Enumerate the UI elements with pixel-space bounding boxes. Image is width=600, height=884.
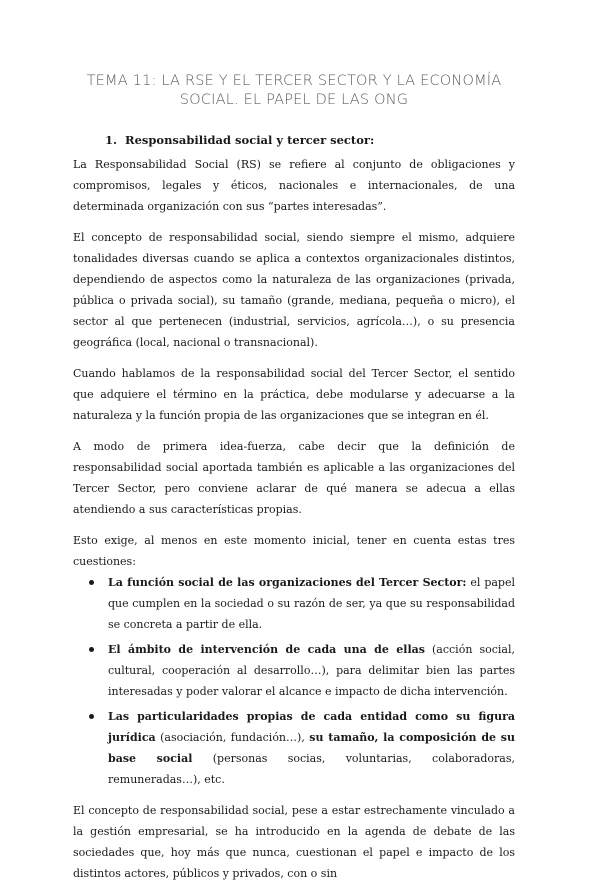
bullet-dot-icon	[89, 580, 94, 585]
paragraph-3: Cuando hablamos de la responsabilidad social del Tercer Sector, el sentido que adquiere el término en la práctica, debe modularse y adecuarse a la naturaleza y la función propia de las organizaciones que se integran en él.	[73, 367, 515, 422]
bullet-item	[73, 639, 515, 702]
bullet-dot-icon	[89, 714, 94, 719]
title-line-2: SOCIAL. EL PAPEL DE LAS ONG	[179, 92, 409, 108]
section-heading	[73, 132, 515, 148]
bullet-text: (asociación, fundación…),	[155, 731, 310, 744]
section-heading-text: Responsabilidad social y tercer sector:	[125, 133, 375, 147]
bullet-text: el papel que cumplen en la sociedad o su razón de ser, ya que su responsabilidad se concreta a partir de ella.	[108, 576, 515, 631]
bullet-bold-text: La función social de las organizaciones del Tercer Sector:	[108, 576, 467, 589]
bullet-bold-text: Las particularidades propias de cada entidad como su figura jurídica	[108, 710, 515, 744]
paragraph-4: A modo de primera idea-fuerza, cabe decir que la definición de responsabilidad social aportada también es aplicable a las organizaciones del Tercer Sector, pero conviene aclarar de qué manera se adecua a ellas atendiendo a sus características propias.	[73, 440, 515, 516]
bullet-text-2: (personas socias, voluntarias, colaboradoras, remuneradas…), etc.	[108, 752, 515, 786]
bullet-text: (acción social, cultural, cooperación al desarrollo…), para delimitar bien las partes interesadas y poder valorar el alcance e impacto de dicha intervención.	[108, 643, 515, 698]
bullet-list	[73, 572, 515, 790]
closing-paragraph: El concepto de responsabilidad social, pese a estar estrechamente vinculado a la gestión empresarial, se ha introducido en la agenda de debate de las sociedades que, hoy más que nunca, cuestionan el papel e impacto de los distintos actores, públicos y privados, con o sin	[73, 804, 515, 880]
paragraph-1: La Responsabilidad Social (RS) se refiere al conjunto de obligaciones y compromisos, legales y éticos, nacionales e internacionales, de una determinada organización con sus “partes interesadas”.	[73, 158, 515, 213]
bullet-bold-text: El ámbito de intervención de cada una de ellas	[108, 643, 425, 656]
paragraph-2: El concepto de responsabilidad social, siendo siempre el mismo, adquiere tonalidades diversas cuando se aplica a contextos organizacionales distintos, dependiendo de aspectos como la naturaleza de las organizaciones (privada, pública o privada social), su tamaño (grande, mediana, pequeña o micro), el sector al que pertenecen (industrial, servicios, agrícola…), o su presencia geográfica (local, nacional o transnacional).	[73, 231, 515, 349]
paragraph-5: Esto exige, al menos en este momento inicial, tener en cuenta estas tres cuestiones:	[73, 534, 515, 568]
bullet-bold-text-2: su tamaño, la composición de su base social	[108, 731, 515, 765]
document-title	[73, 72, 515, 110]
bullet-item	[73, 572, 515, 635]
section-number: 1.	[105, 133, 118, 147]
title-line-1: TEMA 11: LA RSE Y EL TERCER SECTOR Y LA ECONOMÍA	[86, 73, 502, 89]
bullet-dot-icon	[89, 647, 94, 652]
bullet-item	[73, 706, 515, 790]
